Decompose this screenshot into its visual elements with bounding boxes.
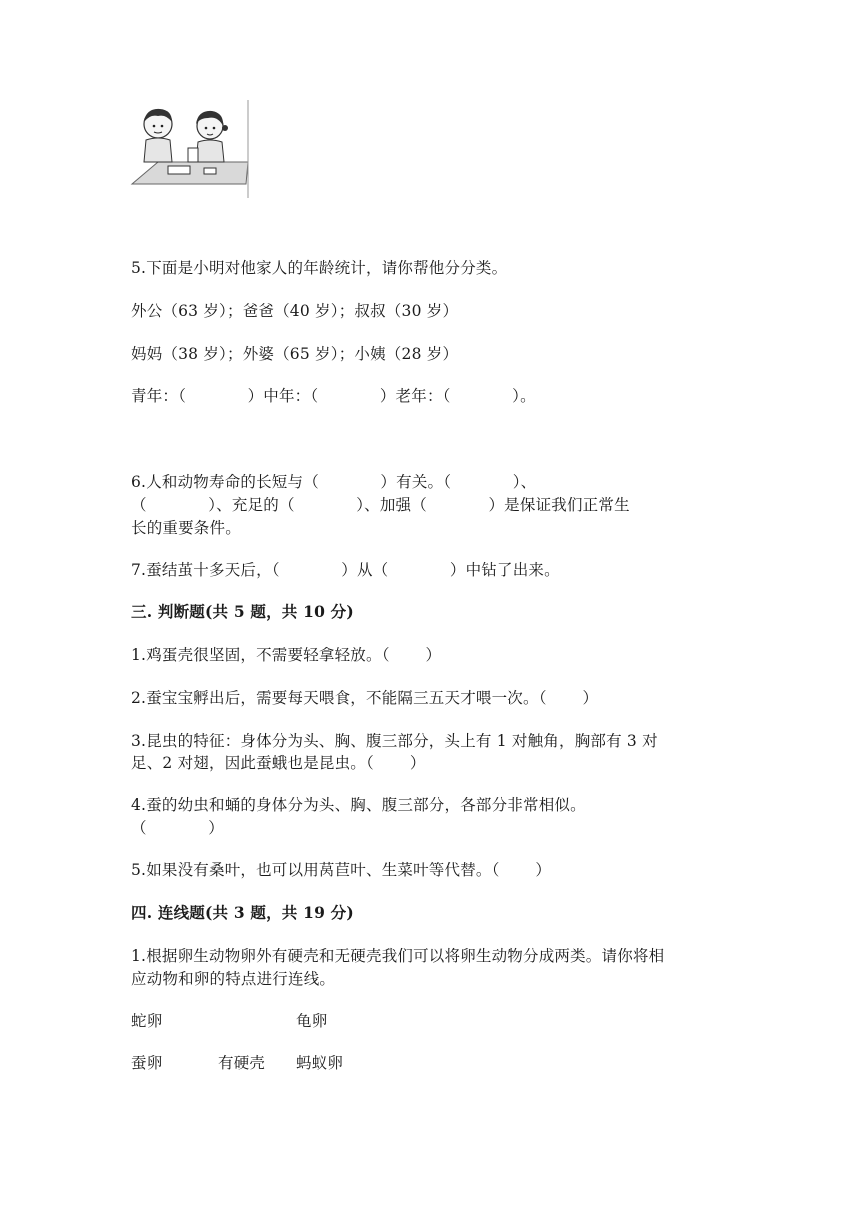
- q6-line-1: 6.人和动物寿命的长短与（ ）有关。（ ）、: [131, 473, 537, 491]
- judge-item-2: 2.蚕宝宝孵出后，需要每天喂食，不能隔三五天才喂一次。（ ）: [131, 689, 599, 707]
- match-q1-line-1: 1.根据卵生动物卵外有硬壳和无硬壳我们可以将卵生动物分成两类。请你将相: [131, 947, 665, 965]
- q5-ages-row-2: 妈妈（38 岁）；外婆（65 岁）；小姨（28 岁）: [131, 345, 459, 363]
- match-middle-item-1: 有硬壳: [218, 1054, 266, 1072]
- match-right-item-2: 蚂蚁卵: [296, 1054, 344, 1072]
- judge-item-4-line-1: 4.蚕的幼虫和蛹的身体分为头、胸、腹三部分，各部分非常相似。: [131, 796, 586, 814]
- match-left-item-2: 蚕卵: [131, 1054, 163, 1072]
- q5-title: 5.下面是小明对他家人的年龄统计，请你帮他分分类。: [131, 259, 508, 277]
- section-4-heading: 四. 连线题(共 3 题，共 19 分): [131, 903, 354, 922]
- match-right-item-1: 龟卵: [296, 1012, 328, 1030]
- children-illustration: [128, 100, 252, 198]
- match-q1-line-2: 应动物和卵的特点进行连线。: [131, 970, 336, 988]
- judge-item-3-line-1: 3.昆虫的特征：身体分为头、胸、腹三部分，头上有 1 对触角，胸部有 3 对: [131, 732, 658, 750]
- q7-text: 7.蚕结茧十多天后，（ ）从（ ）中钻了出来。: [131, 561, 560, 579]
- q6-line-2: （ ）、充足的（ ）、加强（ ）是保证我们正常生: [131, 496, 630, 514]
- q5-answer-line: 青年：（ ）中年：（ ）老年：（ ）。: [131, 387, 536, 405]
- judge-item-4-line-2: （ ）: [131, 819, 224, 837]
- q6-line-3: 长的重要条件。: [131, 519, 241, 537]
- judge-item-3-line-2: 足、2 对翅，因此蚕蛾也是昆虫。（ ）: [131, 754, 426, 772]
- section-3-heading: 三. 判断题(共 5 题，共 10 分): [131, 602, 354, 621]
- q5-ages-row-1: 外公（63 岁）；爸爸（40 岁）；叔叔（30 岁）: [131, 302, 459, 320]
- judge-item-1: 1.鸡蛋壳很坚固，不需要轻拿轻放。（ ）: [131, 646, 442, 664]
- judge-item-5: 5.如果没有桑叶，也可以用莴苣叶、生菜叶等代替。（ ）: [131, 861, 552, 879]
- match-left-item-1: 蛇卵: [131, 1012, 163, 1030]
